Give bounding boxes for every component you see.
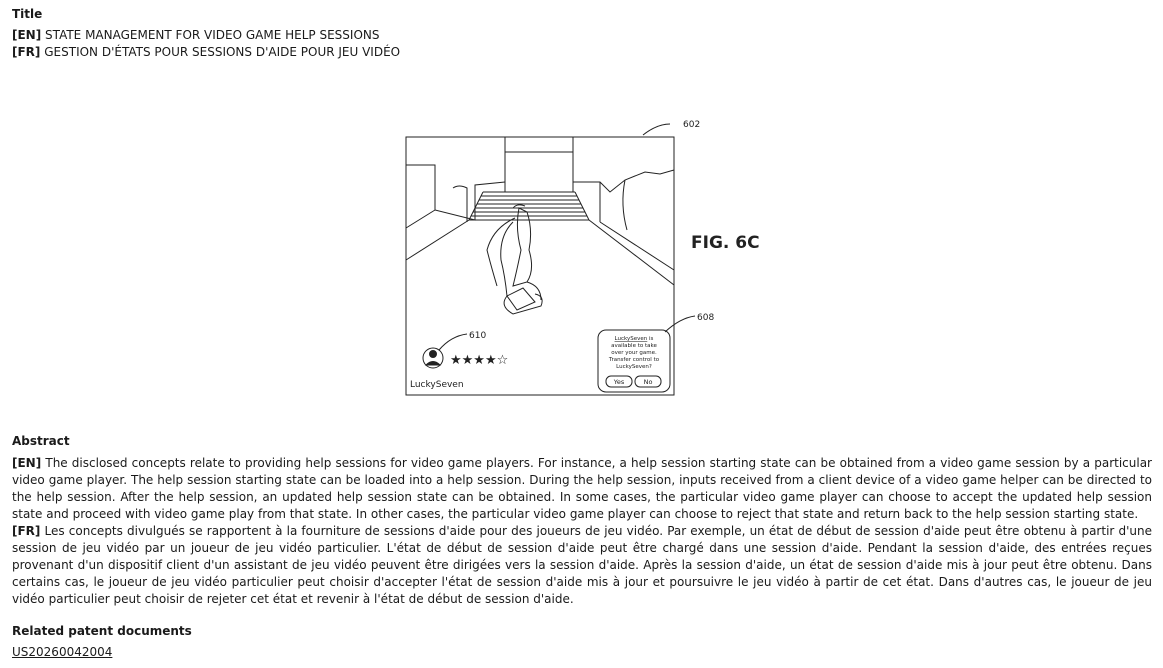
yes-label: Yes [613,378,625,386]
title-fr [12,45,400,59]
ref-602-leader [643,124,670,135]
abstract-en-text: The disclosed concepts relate to providing help sessions for video game players. For instance, a help session starting state can be obtained from a video game session by a particular video game player. The help session starting state can be loaded into a help session. During the help session, inputs received from a client device of a video game helper can be directed to the help session. After the help session, an updated help session state can be obtained. In some cases, the particular video game player can choose to accept the updated help session state and proceed with video game play from that state. In other cases, the particular video game player can choose to reject that state and return back to the help session starting state. [12,456,1152,521]
fig-label: FIG. 6C [691,233,760,253]
popup-line-5: LuckySeven? [616,364,652,370]
ref-608-leader [665,316,695,332]
title-en-text: STATE MANAGEMENT FOR VIDEO GAME HELP SESSIONS [45,28,380,42]
abstract-heading: Abstract [12,434,70,448]
star-rating: ★★★★☆ [450,353,509,368]
abstract-fr [12,523,1152,608]
staircase [469,192,589,220]
abstract-fr-text: Les concepts divulgués se rapportent à la fourniture de sessions d'aide pour des joueurs de jeu vidéo. Par exemple, un état de début de session d'aide peut être obtenu à partir d'une session de jeu vidéo par un joueur de jeu vidéo particulier. L'état de début de session d'aide peut être chargé dans une session d'aide. Pendant la session d'aide, des entrées reçues provenant d'un dispositif client d'un assistant de jeu vidéo peuvent être dirigées vers la session d'aide. Après la session d'aide, un état de session d'aide mis à jour peut être obtenu. Dans certains cas, le joueur de jeu vidéo particulier peut choisir d'accepter l'état de session d'aide mis à jour et poursuivre le jeu vidéo à partir de cet état. Dans d'autres cas, le joueur de jeu vidéo particulier peut choisir de rejeter cet état et revenir à l'état de début de session d'aide. [12,524,1152,606]
popup-line-2: available to take [611,343,657,349]
title-en [12,28,379,42]
ref-610-leader [439,334,467,350]
related-heading: Related patent documents [12,624,192,638]
abstract-en-tag: [EN] [12,456,42,470]
avatar-icon [423,348,443,368]
title-heading: Title [12,7,43,21]
no-label: No [643,378,653,386]
ref-610: 610 [469,331,487,341]
back-wall [505,137,573,192]
abstract-en [12,455,1152,523]
popup-line-4: Transfer control to [608,357,660,363]
title-fr-tag: [FR] [12,45,41,59]
popup-line-1 [615,336,654,342]
patent-figure [395,110,775,410]
abstract-fr-tag: [FR] [12,524,41,538]
popup-line-3: over your game. [611,350,657,356]
title-en-tag: [EN] [12,28,42,42]
username-label: LuckySeven [410,380,464,390]
popup-line1-suffix: is [647,336,654,342]
popup-name: LuckySeven [614,336,648,342]
abstract-body [12,455,1152,608]
title-fr-text: GESTION D'ÉTATS POUR SESSIONS D'AIDE POUR JEU VIDÉO [44,45,401,59]
ref-608: 608 [697,313,715,323]
game-character [487,205,542,314]
ref-602: 602 [683,120,701,130]
related-doc-link[interactable]: US20260042004 [12,645,113,659]
